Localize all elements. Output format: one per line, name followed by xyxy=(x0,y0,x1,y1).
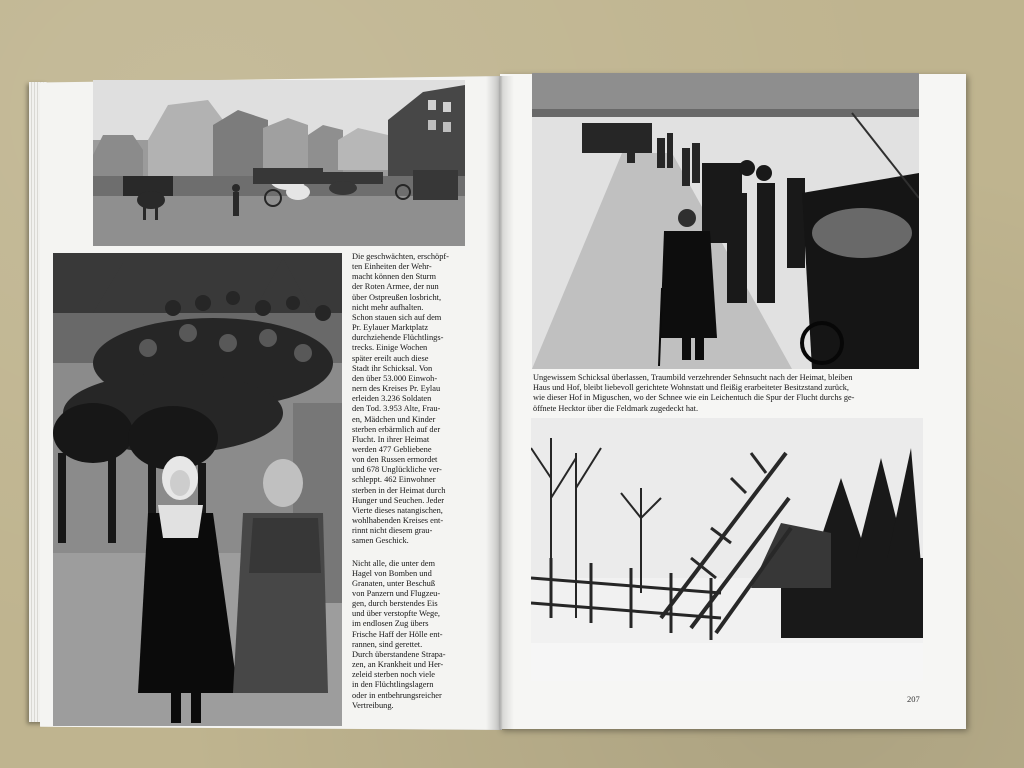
photo-refugee-crowd xyxy=(53,253,342,726)
page-number: 207 xyxy=(907,694,920,704)
body-paragraph-2: Nicht alle, die unter dem Hagel von Bomben und Granaten, unter Beschuß von Panzern und Flugzeu- gen, durch berstendes Eis und über verstopfte Wege, im endlosen Zug übers Frische Haff der Hölle ent- rannen, sind gerettet. Durch überstandene Strapa- zen, an Krankheit und Her- zeleid sterben noch viele in den Flüchtlingslagern oder in entbehrungsreicher Vertreibung. xyxy=(352,558,446,710)
photo-market-square xyxy=(93,80,465,246)
photo-snow-trek xyxy=(532,73,919,369)
book-gutter xyxy=(486,76,514,730)
body-text-column xyxy=(352,252,480,723)
body-paragraph-1: Die geschwächten, erschöpf- ten Einheiten der Wehr- macht können den Sturm der Roten Armee, der nun über Ostpreußen losbricht, nicht mehr aufhalten. Schon stauen sich auf dem Pr. Eylauer Marktplatz durchziehende Flüchtlings- trecks. Einige Wochen später ereilt auch diese Stadt ihr Schicksal. Von den über 53.000 Einwoh- nern des Kreises Pr. Eylau erleiden 3.236 Soldaten den Tod. 3.953 Alte, Frau- en, Mädchen und Kinder sterben erbärmlich auf der Flucht. In ihrer Heimat werden 477 Gebliebene von den Russen ermordet und 678 Unglückliche ver- schleppt. 462 Einwohner sterben in der Heimat durch Hunger und Seuchen. Jeder Vierte dieses natangischen, wohlhabenden Kreises ent- rinnt nicht diesem grau- samen Geschick. xyxy=(352,252,449,546)
photo-caption: Ungewissem Schicksal überlassen, Traumbild verzehrender Sehnsucht nach der Heimat, bleiben Haus und Hof, bleibt liebevoll gerichtete Wohnstatt und fleißig erarbeiteter Besitzstand zurück, wie dieser Hof in Miguschen, wo der Schnee wie ein Leichentuch die Spur der Flucht durchs ge- öffnete Hecktor über die Feldmark zugedeckt hat. xyxy=(533,373,855,413)
photo-snowy-farm-gate xyxy=(531,418,923,681)
